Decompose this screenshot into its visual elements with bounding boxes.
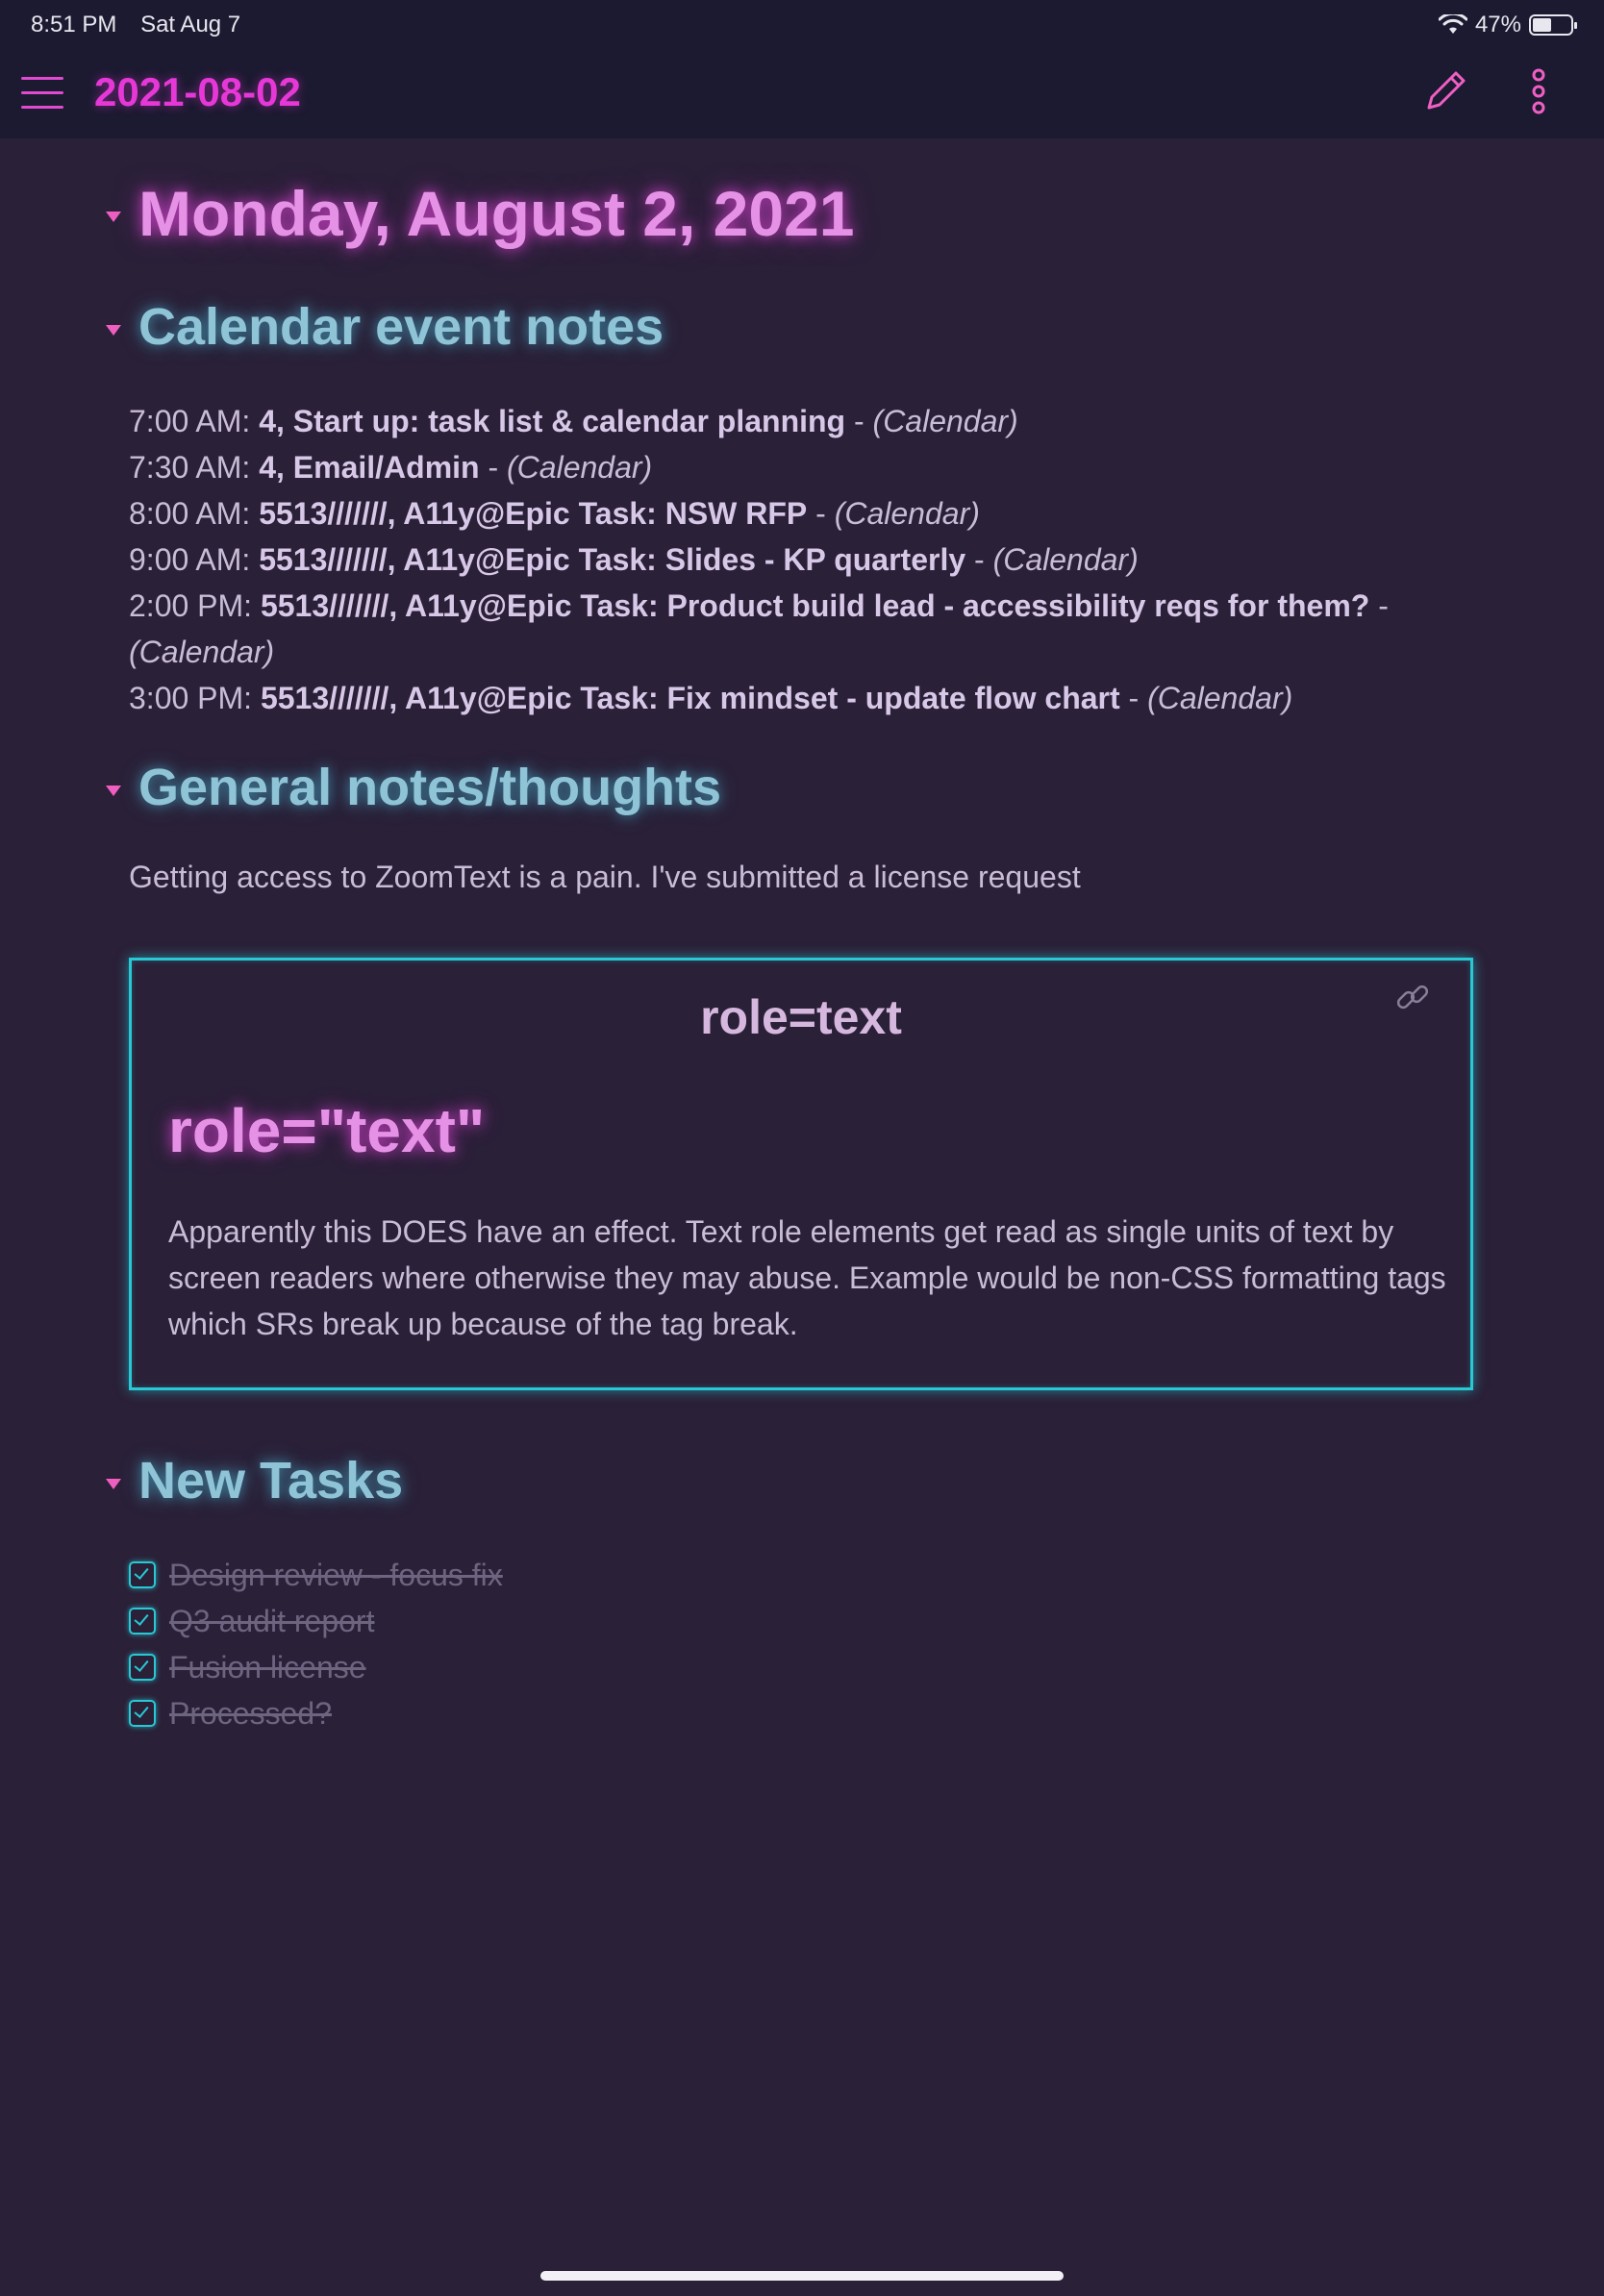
event-title: 5513///////, A11y@Epic Task: Product build lead - accessibility reqs for them? bbox=[260, 588, 1370, 623]
event-source: (Calendar) bbox=[872, 404, 1018, 438]
event-time: 3:00 PM: bbox=[129, 681, 261, 715]
status-time: 8:51 PM bbox=[31, 12, 117, 37]
event-title: 5513///////, A11y@Epic Task: Fix mindset - update flow chart bbox=[260, 681, 1120, 715]
event-separator: - bbox=[807, 496, 835, 531]
event-source: (Calendar) bbox=[507, 450, 653, 485]
event-source: (Calendar) bbox=[992, 542, 1139, 577]
event-separator: - bbox=[965, 542, 993, 577]
task-item bbox=[129, 1644, 503, 1690]
event-time: 8:00 AM: bbox=[129, 496, 260, 531]
event-time: 7:30 AM: bbox=[129, 450, 260, 485]
task-checkbox[interactable] bbox=[129, 1654, 156, 1681]
task-list bbox=[129, 1552, 503, 1736]
calendar-event bbox=[129, 675, 1494, 721]
link-icon[interactable] bbox=[1393, 978, 1432, 1016]
event-title: 4, Email/Admin bbox=[259, 450, 480, 485]
task-label: Q3 audit report bbox=[169, 1603, 375, 1638]
event-title: 4, Start up: task list & calendar planning bbox=[259, 404, 846, 438]
event-separator: - bbox=[1369, 588, 1389, 623]
card-body: Apparently this DOES have an effect. Text role elements get read as single units of text by screen readers where otherwise they may abuse. Example would be non-CSS formatting tags which SRs break up because of the tag break. bbox=[168, 1214, 1446, 1341]
page-heading bbox=[106, 177, 855, 250]
nav-bar bbox=[0, 58, 1604, 135]
event-source: (Calendar) bbox=[129, 635, 275, 669]
task-label: Processed? bbox=[169, 1695, 332, 1731]
event-title: 5513///////, A11y@Epic Task: NSW RFP bbox=[259, 496, 808, 531]
hamburger-icon[interactable] bbox=[21, 77, 63, 112]
home-indicator[interactable] bbox=[540, 2271, 1064, 2281]
event-source: (Calendar) bbox=[1147, 681, 1293, 715]
calendar-event bbox=[129, 490, 1494, 537]
status-left bbox=[31, 12, 258, 38]
card-heading: role="text" bbox=[168, 1096, 486, 1165]
task-item bbox=[129, 1598, 503, 1644]
battery-icon bbox=[1529, 14, 1573, 36]
task-item bbox=[129, 1690, 503, 1736]
event-separator: - bbox=[479, 450, 508, 485]
page-title: Monday, August 2, 2021 bbox=[138, 178, 855, 249]
task-checkbox[interactable] bbox=[129, 1700, 156, 1727]
embedded-note-card[interactable] bbox=[129, 958, 1473, 1390]
wifi-icon bbox=[1439, 14, 1467, 36]
event-source: (Calendar) bbox=[834, 496, 980, 531]
collapse-caret-icon[interactable] bbox=[106, 212, 121, 222]
task-checkbox[interactable] bbox=[129, 1561, 156, 1588]
calendar-event bbox=[129, 444, 1494, 490]
event-time: 7:00 AM: bbox=[129, 404, 260, 438]
calendar-event bbox=[129, 583, 1494, 675]
calendar-heading bbox=[106, 297, 664, 357]
tasks-heading bbox=[106, 1451, 403, 1510]
battery-percent: 47% bbox=[1474, 12, 1521, 37]
task-item bbox=[129, 1552, 503, 1598]
status-right bbox=[1439, 12, 1573, 38]
event-time: 9:00 AM: bbox=[129, 542, 260, 577]
task-label: Fusion license bbox=[169, 1649, 366, 1685]
general-note-text: Getting access to ZoomText is a pain. I've submitted a license request bbox=[129, 860, 1081, 894]
collapse-caret-icon[interactable] bbox=[106, 325, 121, 336]
card-title: role=text bbox=[700, 990, 902, 1044]
event-separator: - bbox=[845, 404, 873, 438]
note-title: 2021-08-02 bbox=[94, 69, 301, 114]
calendar-heading-text: Calendar event notes bbox=[138, 298, 664, 356]
calendar-event bbox=[129, 398, 1494, 444]
more-vertical-icon[interactable] bbox=[1517, 67, 1560, 115]
task-label: Design review - focus fix bbox=[169, 1557, 503, 1592]
calendar-event bbox=[129, 537, 1494, 583]
event-separator: - bbox=[1119, 681, 1148, 715]
pencil-icon[interactable] bbox=[1421, 65, 1471, 115]
status-bar bbox=[31, 8, 1573, 46]
event-time: 2:00 PM: bbox=[129, 588, 261, 623]
collapse-caret-icon[interactable] bbox=[106, 786, 121, 796]
task-checkbox[interactable] bbox=[129, 1608, 156, 1635]
collapse-caret-icon[interactable] bbox=[106, 1479, 121, 1489]
top-bar bbox=[0, 0, 1604, 138]
calendar-event-list bbox=[129, 398, 1494, 721]
tasks-heading-text: New Tasks bbox=[138, 1452, 404, 1510]
status-date: Sat Aug 7 bbox=[140, 12, 241, 37]
general-heading bbox=[106, 758, 721, 817]
event-title: 5513///////, A11y@Epic Task: Slides - KP quarterly bbox=[259, 542, 966, 577]
general-heading-text: General notes/thoughts bbox=[138, 759, 722, 816]
